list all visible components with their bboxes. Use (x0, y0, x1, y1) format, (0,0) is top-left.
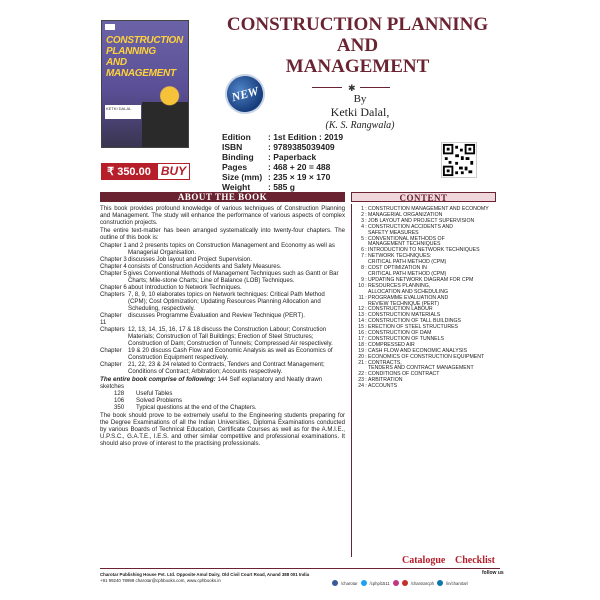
chapter-item (100, 270, 345, 284)
chapter-item (100, 347, 345, 361)
toc-number: 1 (361, 206, 364, 212)
toc-title: TENDERS AND CONTRACT MANAGEMENT (368, 365, 474, 372)
toc-title: CONSTRUCTION OF DAM (368, 330, 432, 337)
linkedin-icon[interactable] (437, 580, 443, 586)
new-badge: NEW (221, 70, 270, 119)
content-heading: CONTENT (351, 192, 496, 202)
toc-title: CONSTRUCTION OF TUNNELS (368, 335, 444, 342)
spec-row (222, 172, 343, 182)
toc-number: 13 (358, 312, 364, 319)
toc-colon: : (365, 330, 367, 337)
toc-title: ECONOMICS OF CONSTRUCTION EQUIPMENT (368, 353, 485, 360)
publisher-contact: +91 99240 78998 charotar@cphbooks.com, www.cphbooks.in (100, 578, 221, 583)
toc-number: 22 (358, 371, 364, 378)
toc-title: INTRODUCTION TO NETWORK TECHNIQUES (368, 247, 480, 254)
toc-number: 9 (361, 276, 364, 283)
chapter-label: Chapter 4 (100, 263, 127, 270)
spec-label: Binding (222, 152, 254, 162)
qr-code-icon[interactable] (441, 142, 477, 178)
chapter-desc: gives Conventional Methods of Management Techniques such as Gantt or Bar Charts; Mile-stone Charts; Line of Balance (LOB) Techniques. (128, 270, 339, 284)
toc-number: 6 (361, 247, 364, 254)
count-list (100, 390, 345, 411)
cover-title: CONSTRUCTION PLANNING AND MANAGEMENT (106, 35, 183, 79)
chapter-label: Chapter 1 (100, 242, 127, 249)
toc-colon: : (365, 341, 367, 348)
toc-colon: : (365, 265, 367, 272)
checklist-link[interactable]: Checklist (455, 555, 495, 566)
follow-us-label: follow us (482, 570, 504, 576)
toc-number: 2 (361, 211, 364, 218)
toc-colon: : (365, 276, 367, 283)
chapter-desc: consists of Construction Accidents and Safety Measures. (128, 263, 282, 270)
book-specs (222, 132, 343, 192)
price-box (101, 163, 190, 180)
spec-value: : 1st Edition : 2019 (268, 132, 344, 142)
toc-number: 12 (358, 306, 364, 313)
toc-title: CRITICAL PATH METHOD (CPM) (368, 259, 447, 266)
toc-title: CRITICAL PATH METHOD (CPM) (368, 270, 447, 277)
toc-colon: : (365, 223, 367, 230)
about-audience: The book should prove to be extremely useful to the Engineering students preparing for the Degree Examinations of all the Indian Universities, Diploma Examinations conducted by various Boards of Technical Education, Certificate Courses as well as for the A.M.I.E., U.P.S.C., G.A.T.E., I.E.S. and other similar competitive and professional examinations. It should also prove of interest to the practising professionals. (100, 412, 345, 447)
construction-worker-icon (142, 83, 188, 147)
facebook-icon[interactable] (332, 580, 338, 586)
toc-title: REVIEW TECHNIQUE (PERT) (368, 300, 439, 307)
toc-number: 10 (358, 282, 364, 289)
chapter-desc: 7, 8, 9, 10 elaborates topics on Network techniques: Critical Path Method (CPM); Cost Optimization; Updating Resources Planning Allocation and Scheduling, respectively. (128, 291, 325, 312)
toc-title: COMPRESSED AIR (368, 341, 415, 348)
toc-title: RESOURCES PLANNING, (368, 282, 431, 289)
social-handle[interactable]: /charotarcph (410, 580, 434, 586)
toc-colon: : (365, 383, 367, 390)
toc-title: ACCOUNTS (368, 383, 398, 390)
toc-number: 19 (358, 347, 364, 354)
toc-title: ALLOCATION AND SCHEDULING (368, 288, 449, 295)
toc-number: 8 (361, 265, 364, 272)
toc-title: CONSTRUCTION ACCIDENTS AND (368, 223, 454, 230)
toc-number: 17 (358, 335, 364, 342)
book-title: CONSTRUCTION PLANNING AND MANAGEMENT (226, 14, 489, 77)
social-links (332, 580, 468, 586)
spec-value: : 235 × 19 × 170 (268, 172, 331, 182)
star-icon: ✱ (348, 83, 356, 93)
chapter-label: Chapter 11 (100, 312, 122, 326)
comprise-line: The entire book comprise of following: 144 Self explanatory and Neatly drawn sketches (100, 376, 323, 390)
divider-left (312, 87, 342, 88)
count-item (100, 390, 345, 397)
toc-number: 16 (358, 330, 364, 337)
toc-title: SAFETY MEASURES (368, 229, 419, 236)
toc-colon: : (365, 353, 367, 360)
chapter-label: Chapter (100, 347, 122, 354)
count-number: 128 (114, 390, 125, 397)
table-of-contents (351, 204, 496, 557)
toc-title: UPDATING NETWORK DIAGRAM FOR CPM (368, 276, 474, 283)
toc-number: 20 (358, 353, 364, 360)
toc-title: ARBITRATION (368, 377, 403, 384)
chapter-label: Chapters (100, 291, 125, 298)
spec-row (222, 132, 343, 142)
cover-author-strip: KETKI DALAL (105, 105, 141, 119)
about-heading: ABOUT THE BOOK (100, 192, 345, 202)
instagram-icon[interactable] (393, 580, 399, 586)
toc-colon: : (365, 206, 367, 212)
toc-number: 24 (358, 383, 364, 390)
toc-title: COST OPTIMIZATION IN (368, 265, 427, 272)
spec-label: Edition (222, 132, 251, 142)
publisher-logo-icon (105, 24, 115, 30)
toc-number: 11 (358, 294, 364, 301)
book-cover-image[interactable] (101, 20, 189, 148)
chapter-item (100, 256, 345, 263)
toc-colon: : (365, 371, 367, 378)
chapter-item (100, 242, 345, 256)
about-text (100, 205, 345, 448)
publisher-address: Charotar Publishing House Pvt. Ltd. Opposite Amul Dairy, Old Civil Court Road, Anand 388 001 India (100, 572, 310, 577)
count-item (100, 397, 345, 404)
author-block: By Ketki Dalal, (K. S. Rangwala) (325, 93, 395, 131)
chapter-label: Chapter 6 (100, 284, 127, 291)
chapter-label: Chapter (100, 361, 122, 368)
chapter-label: Chapter 3 (100, 256, 127, 263)
chapter-desc: discusses Programme Evaluation and Review Technique (PERT). (128, 312, 305, 319)
price-amount: ₹ 350.00 (101, 163, 157, 180)
chapter-label: Chapter 5 (100, 270, 127, 277)
count-desc: Solved Problems (136, 397, 183, 404)
toc-colon: : (365, 247, 367, 254)
buy-button[interactable]: BUY (157, 163, 190, 180)
toc-number: 7 (361, 253, 364, 260)
spec-label: Weight (222, 182, 251, 192)
toc-number: 4 (361, 223, 364, 230)
toc-colon: : (365, 253, 367, 260)
toc-title: CASH FLOW AND ECONOMIC ANALYSIS (368, 347, 468, 354)
toc-colon: : (365, 347, 367, 354)
chapter-list (100, 242, 345, 375)
toc-title: MANAGEMENT TECHNIQUES (368, 241, 441, 248)
toc-title: CONVENTIONAL METHODS OF (368, 235, 445, 242)
toc-number: 15 (358, 324, 364, 331)
spec-value: : 9789385039409 (268, 142, 335, 152)
toc-number: 18 (358, 341, 364, 348)
spec-label: ISBN (222, 142, 243, 152)
chapter-item (100, 361, 345, 375)
toc-title: CONSTRUCTION MATERIALS (368, 312, 441, 319)
social-handle[interactable]: /charotar (341, 580, 358, 586)
chapter-item (100, 291, 345, 312)
toc-colon: : (365, 306, 367, 313)
spec-row (222, 142, 343, 152)
toc-colon: : (365, 211, 367, 218)
spec-value: : 468 + 20 = 488 (268, 162, 331, 172)
chapter-item (100, 263, 345, 270)
about-outline: The entire text-matter has been arranged systematically into twenty-four chapters. The outline of this book is: (100, 227, 345, 241)
chapter-item (100, 312, 345, 326)
toc-title: JOB LAYOUT AND PROJECT SUPERVISION (368, 217, 475, 224)
toc-colon: : (365, 282, 367, 289)
chapter-desc: 12, 13, 14, 15, 16, 17 & 18 discuss the Construction Labour; Construction Materials; Construction of Tall Buildings; Erection of Steel Structures; Construction of Dam; Construction of Tunnels; Compressed Air respectively. (128, 326, 333, 347)
toc-number: 23 (358, 377, 364, 384)
count-desc: Typical questions at the end of the Chapters. (136, 404, 257, 411)
chapter-label: Chapters (100, 326, 125, 333)
toc-colon: : (365, 335, 367, 342)
count-number: 106 (114, 397, 125, 404)
spec-row (222, 182, 343, 192)
spec-row (222, 152, 343, 162)
toc-colon: : (365, 359, 367, 366)
youtube-icon[interactable] (402, 580, 408, 586)
chapter-desc: 21, 22, 23 & 24 related to Contracts, Tenders and Contract Management; Conditions of Contract; Arbitration; Accounts respectively. (128, 361, 325, 375)
count-item (100, 404, 345, 411)
chapter-desc: about Introduction to Network Techniques. (128, 284, 242, 291)
toc-number: 3 (361, 217, 364, 224)
toc-colon: : (365, 217, 367, 224)
footer-divider (100, 568, 500, 569)
chapter-desc: and 2 presents topics on Construction Management and Economy as well as Managerial Organisation. (128, 242, 335, 256)
spec-label: Pages (222, 162, 248, 172)
toc-number: 14 (358, 318, 364, 325)
toc-colon: : (365, 294, 367, 301)
toc-title: CONSTRUCTION OF TALL BUILDINGS (368, 318, 462, 325)
toc-title: NETWORK TECHNIQUES: (368, 253, 432, 260)
toc-colon: : (365, 324, 367, 331)
toc-colon: : (365, 312, 367, 319)
count-desc: Useful Tables (136, 390, 173, 397)
chapter-item (100, 284, 345, 291)
toc-title: MANAGERIAL ORGANIZATION (368, 211, 443, 218)
toc-colon: : (365, 318, 367, 325)
chapter-item (100, 326, 345, 347)
chapter-desc: 19 & 20 discuss Cash Flow and Economic Analysis as well as Economics of Construction Equipment respectively. (128, 347, 333, 361)
toc-number: 21 (358, 359, 364, 366)
toc-colon: : (365, 235, 367, 242)
spec-row (222, 162, 343, 172)
about-intro: This book provides profound knowledge of various techniques of Construction Planning and Management. The study will enhance the performance of various aspects of complex construction projects. (100, 205, 345, 226)
toc-title: CONTRACTS, (368, 359, 402, 366)
toc-title: PROGRAMME EVALUATION AND (368, 294, 449, 301)
spec-value: : Paperback (268, 152, 317, 162)
toc-number: 5 (361, 235, 364, 242)
chapter-desc: discusses Job layout and Project Supervision. (128, 256, 252, 263)
count-number: 350 (114, 404, 125, 411)
toc-title: CONSTRUCTION LABOUR (368, 306, 433, 313)
social-handle[interactable]: /in/charotar/ (446, 580, 469, 586)
catalogue-link[interactable]: Catalogue (402, 555, 446, 566)
toc-colon: : (365, 377, 367, 384)
toc-title: ERECTION OF STEEL STRUCTURES (368, 324, 459, 331)
toc-title: CONDITIONS OF CONTRACT (368, 371, 440, 378)
spec-label: Size (mm) (222, 172, 263, 182)
toc-item (354, 384, 494, 390)
twitter-icon[interactable] (361, 580, 367, 586)
toc-title: CONSTRUCTION MANAGEMENT AND ECONOMY (368, 206, 489, 212)
spec-value: : 585 g (268, 182, 295, 192)
divider-right (360, 87, 390, 88)
social-handle[interactable]: /cphpl1511 (369, 580, 390, 586)
